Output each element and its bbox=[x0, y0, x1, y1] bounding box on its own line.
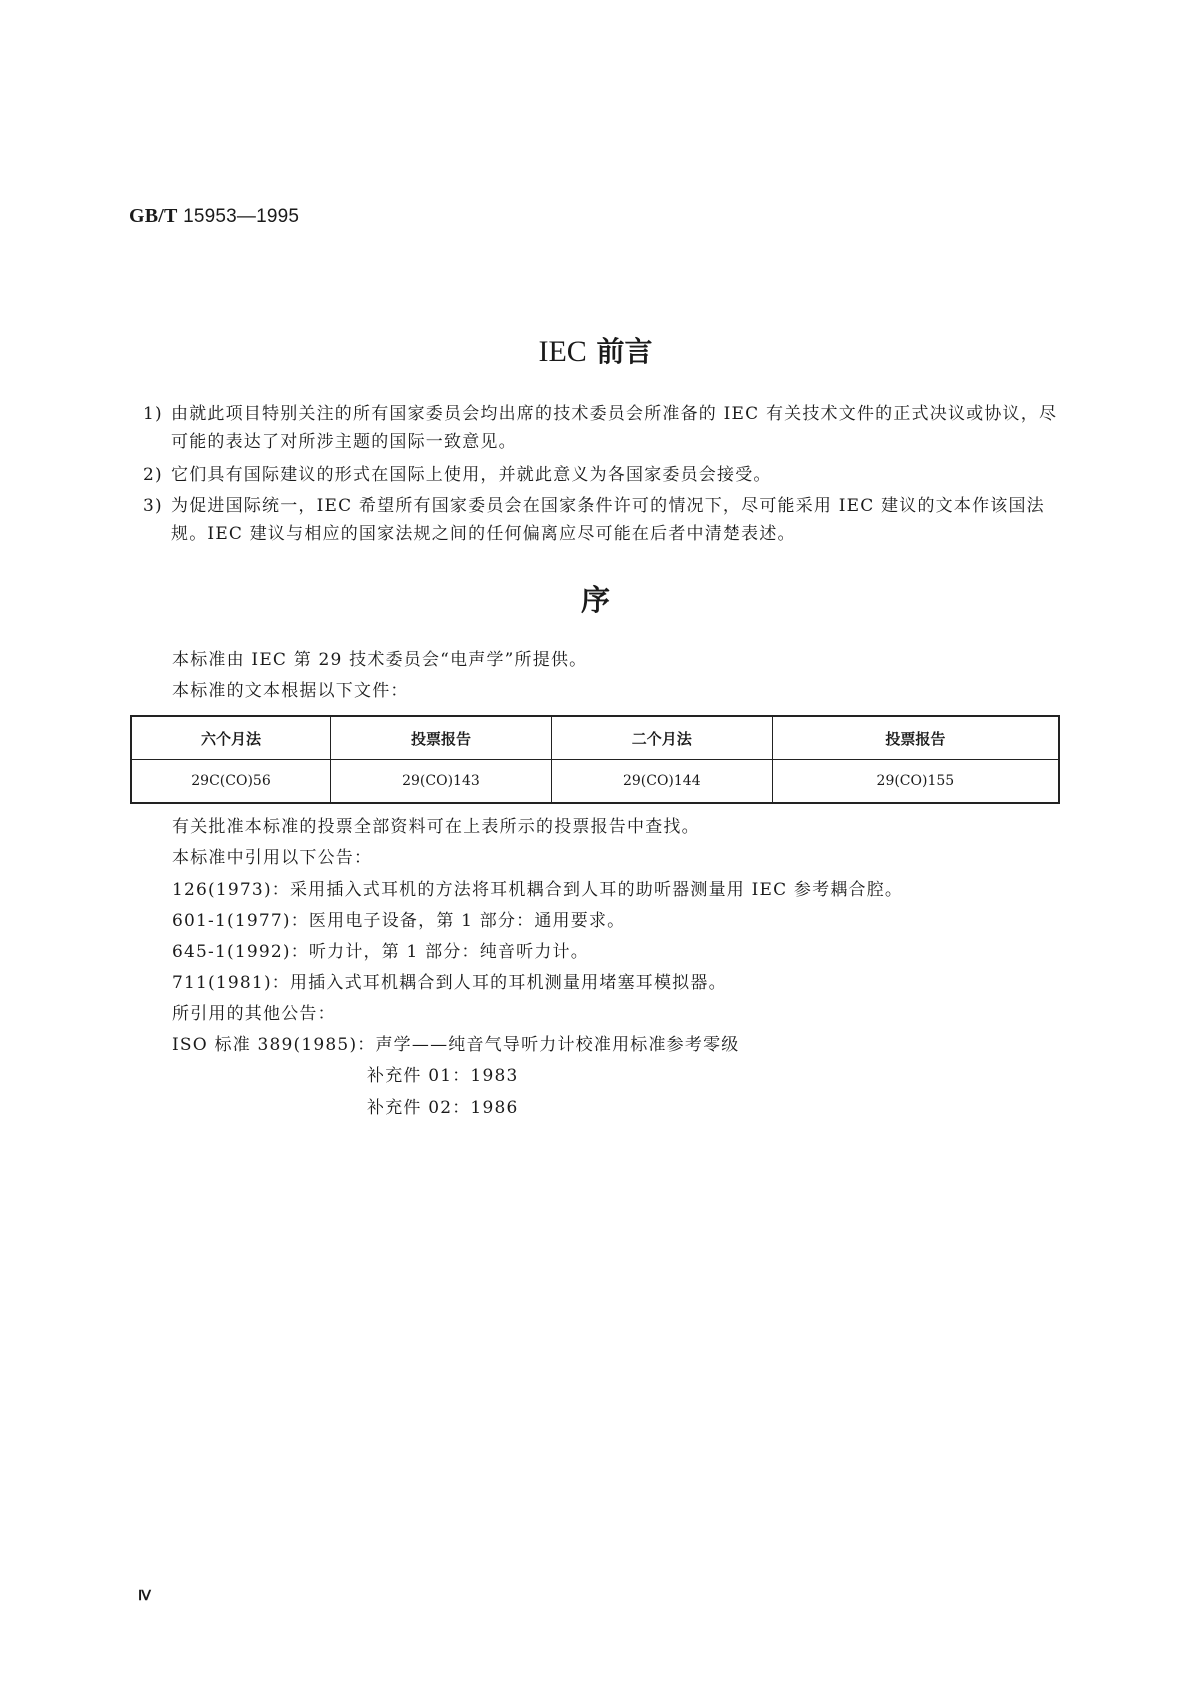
foreword-item-3 bbox=[143, 492, 1071, 548]
cited-publications-label: 本标准中引用以下公告： bbox=[172, 848, 373, 868]
table-header-row bbox=[131, 716, 1059, 760]
foreword-item-number: 1) bbox=[143, 404, 163, 424]
preface-intro-line-2: 本标准的文本根据以下文件： bbox=[172, 681, 409, 701]
table-row bbox=[131, 760, 1059, 804]
standard-prefix: GB/T bbox=[129, 205, 178, 227]
foreword-item-1 bbox=[143, 400, 1071, 456]
cited-publication-item: 601-1(1977)：医用电子设备，第 1 部分：通用要求。 bbox=[172, 911, 626, 931]
cited-publication-item: 126(1973)：采用插入式耳机的方法将耳机耦合到人耳的助听器测量用 IEC 参考耦合腔。 bbox=[172, 880, 904, 900]
standard-number: 15953—1995 bbox=[183, 206, 300, 227]
iec-foreword-title-latin: IEC bbox=[538, 335, 587, 368]
iec-foreword-title bbox=[0, 330, 1191, 370]
table-header-cell: 投票报告 bbox=[772, 716, 1059, 760]
iso-supplement-1: 补充件 01：1983 bbox=[367, 1066, 519, 1086]
cited-publication-item: 645-1(1992)：听力计，第 1 部分：纯音听力计。 bbox=[172, 942, 589, 962]
iec-foreword-title-cjk: 前言 bbox=[596, 335, 653, 368]
foreword-item-text: 它们具有国际建议的形式在国际上使用，并就此意义为各国家委员会接受。 bbox=[171, 465, 772, 485]
iso-supplement-2: 补充件 02：1986 bbox=[367, 1098, 519, 1118]
iso-reference: ISO 标准 389(1985)：声学——纯音气导听力计校准用标准参考零级 bbox=[172, 1035, 740, 1055]
page-number: Ⅳ bbox=[138, 1589, 151, 1604]
table-cell: 29(CO)144 bbox=[551, 760, 772, 804]
foreword-item-text: 由就此项目特别关注的所有国家委员会均出席的技术委员会所准备的 IEC 有关技术文件的正式决议或协议，尽可能的表达了对所涉主题的国际一致意见。 bbox=[171, 404, 1058, 452]
foreword-item-text: 为促进国际统一，IEC 希望所有国家委员会在国家条件许可的情况下，尽可能采用 IEC 建议的文本作该国法规。IEC 建议与相应的国家法规之间的任何偏离应尽可能在后者中清楚表述。 bbox=[171, 496, 1045, 544]
other-publications-label: 所引用的其他公告： bbox=[172, 1004, 336, 1024]
table-header-cell: 六个月法 bbox=[131, 716, 331, 760]
standard-code bbox=[129, 205, 299, 228]
preface-intro-line-1: 本标准由 IEC 第 29 技术委员会“电声学”所提供。 bbox=[172, 650, 588, 670]
foreword-item-2 bbox=[143, 461, 1071, 489]
foreword-item-number: 3) bbox=[143, 496, 163, 516]
voting-info-line: 有关批准本标准的投票全部资料可在上表所示的投票报告中查找。 bbox=[172, 817, 700, 837]
cited-publication-item: 711(1981)：用插入式耳机耦合到人耳的耳机测量用堵塞耳模拟器。 bbox=[172, 973, 727, 993]
preface-title: 序 bbox=[580, 583, 610, 617]
table-cell: 29C(CO)56 bbox=[131, 760, 331, 804]
foreword-item-number: 2) bbox=[143, 465, 163, 485]
table-header-cell: 二个月法 bbox=[551, 716, 772, 760]
table-cell: 29(CO)155 bbox=[772, 760, 1059, 804]
table-cell: 29(CO)143 bbox=[331, 760, 552, 804]
documents-table bbox=[130, 715, 1060, 804]
table-header-cell: 投票报告 bbox=[331, 716, 552, 760]
